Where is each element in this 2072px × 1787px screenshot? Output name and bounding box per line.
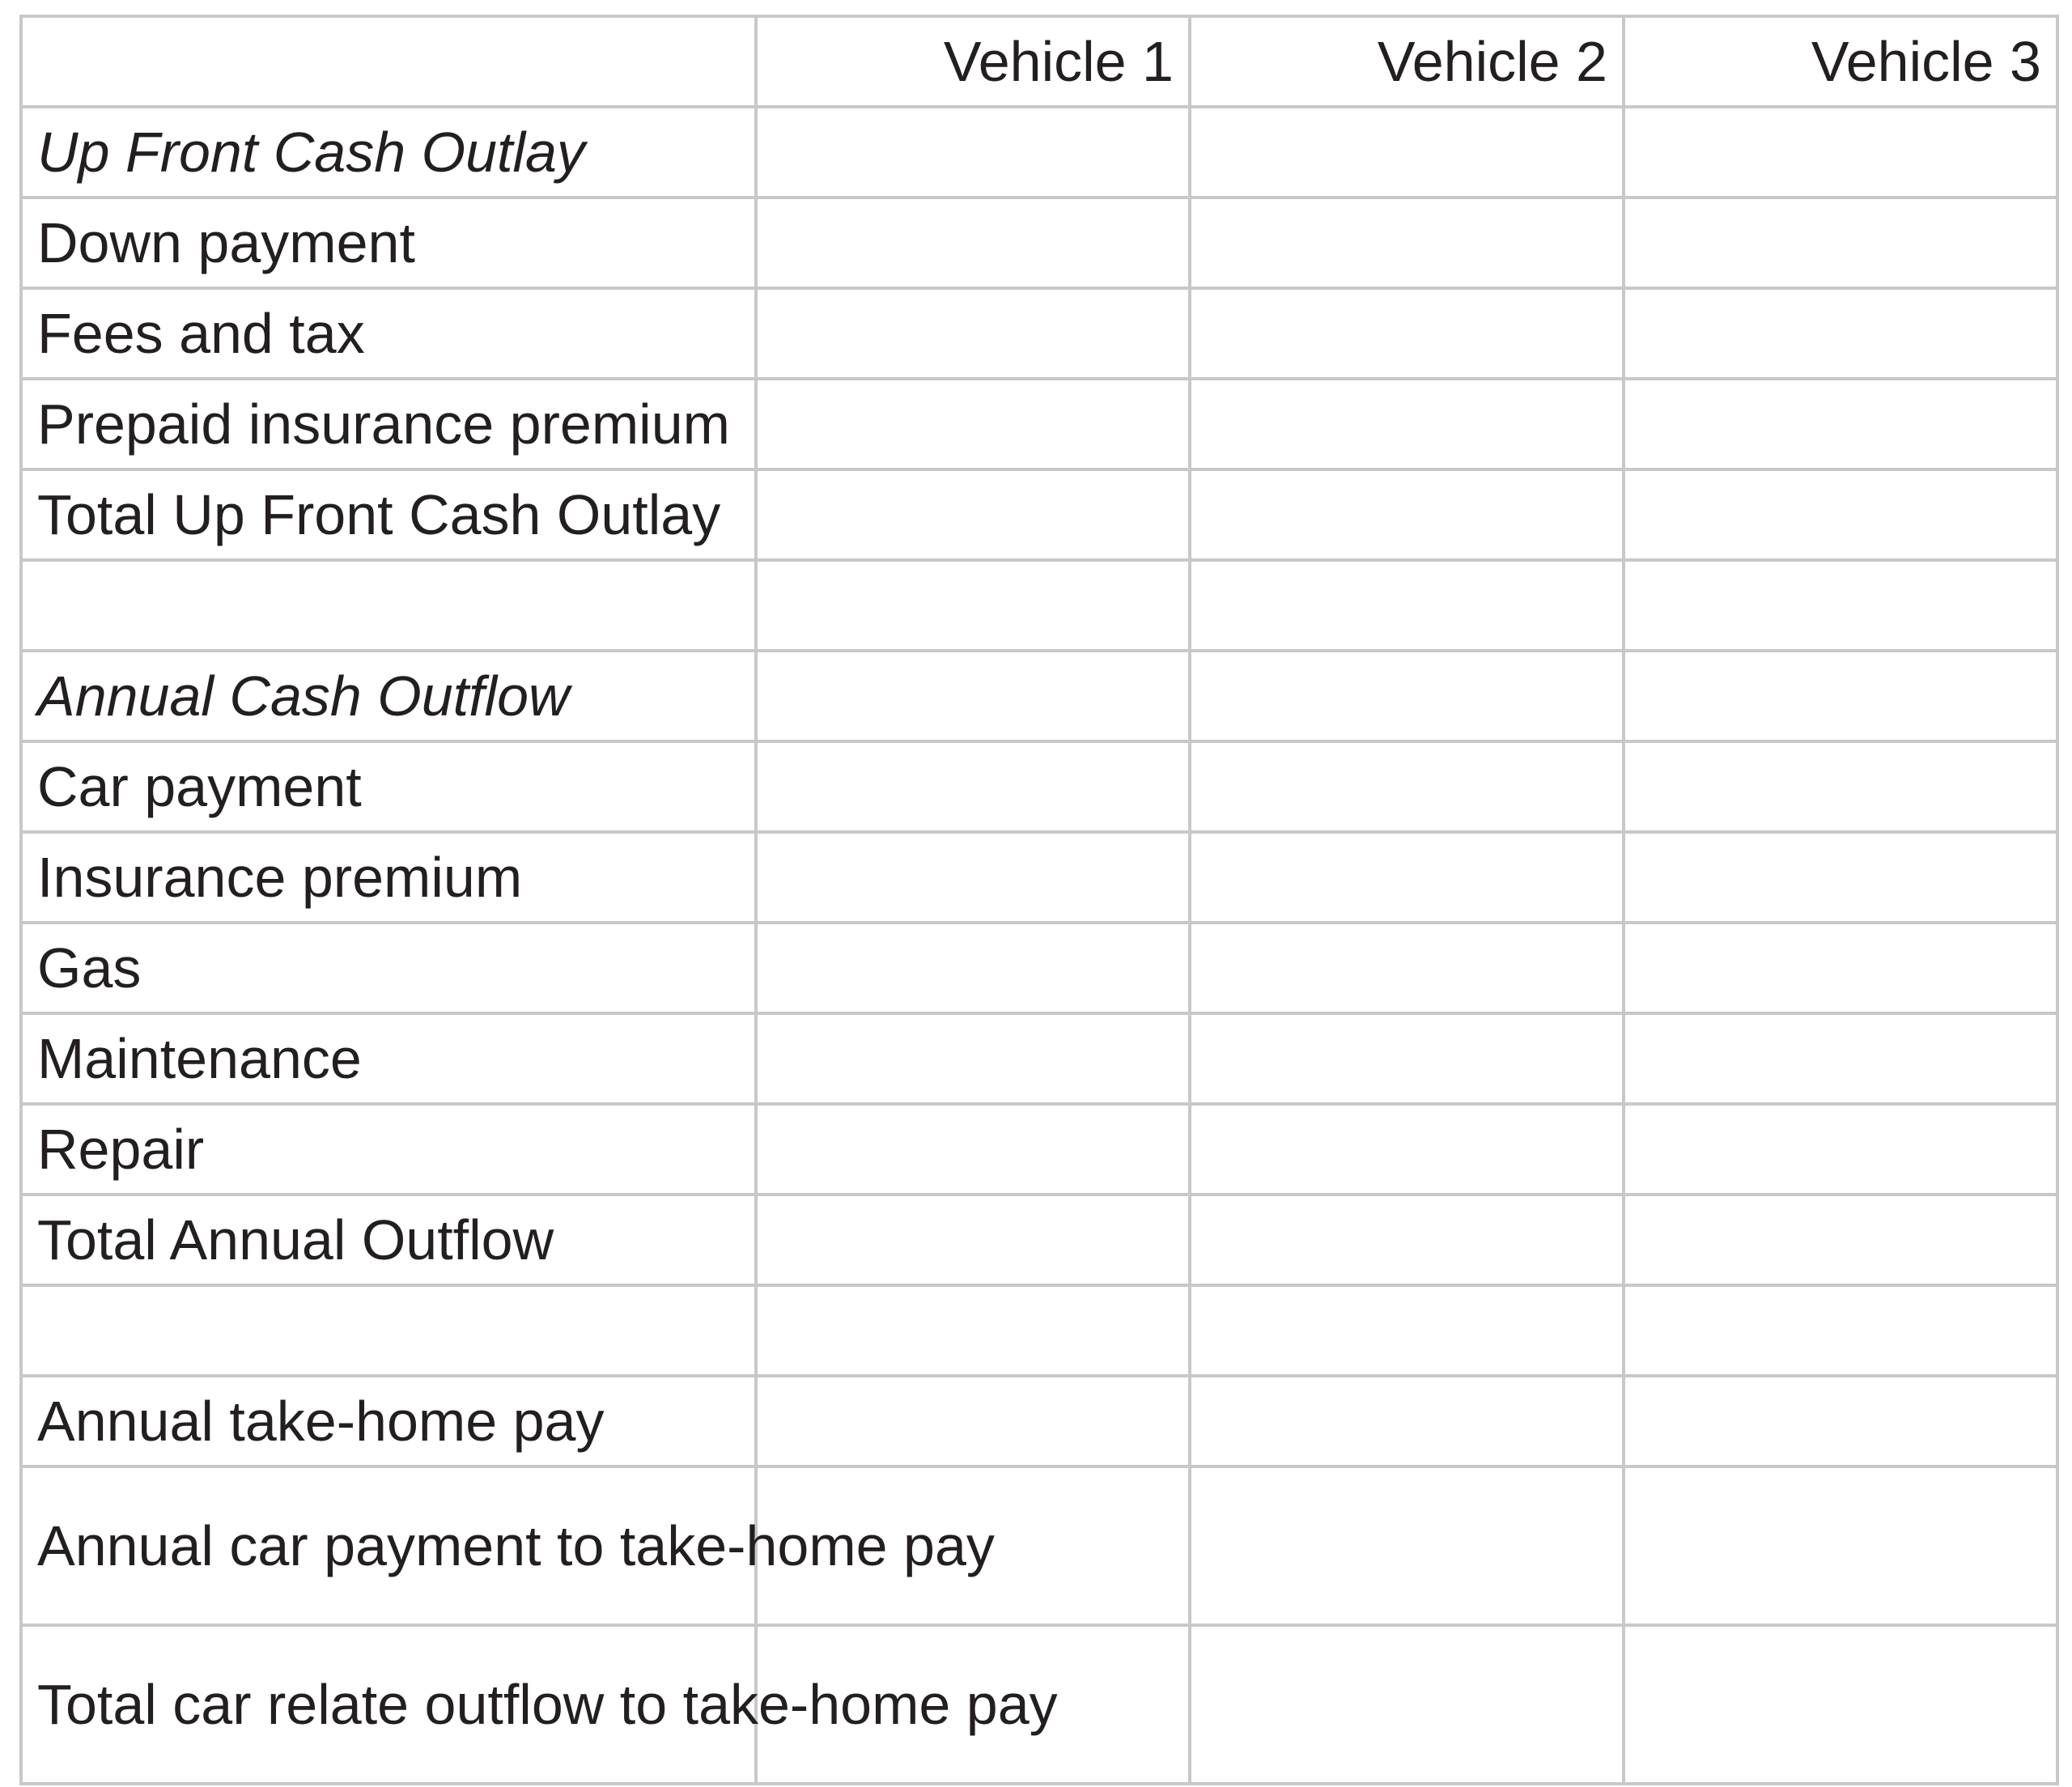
value-cell-vehicle-2 [1190,1195,1624,1285]
value-cell-vehicle-1 [756,741,1190,832]
value-cell-vehicle-1 [756,197,1190,288]
vehicle-cost-comparison-table [19,15,2059,1785]
value-cell-vehicle-3 [1624,288,2057,379]
value-cell-vehicle-2 [1190,379,1624,469]
value-cell-vehicle-1 [756,288,1190,379]
header-blank-cell [21,16,756,107]
value-cell-vehicle-1 [756,1104,1190,1195]
value-cell-vehicle-3 [1624,197,2057,288]
value-cell-vehicle-1 [756,1013,1190,1104]
row-down-payment [21,197,2057,288]
row-label: Annual Cash Outflow [21,651,756,741]
row-label: Total Annual Outflow [21,1195,756,1285]
value-cell-vehicle-3 [1624,1376,2057,1467]
value-cell-vehicle-1 [756,1195,1190,1285]
value-cell-vehicle-1 [756,560,1190,651]
section-row-up-front-cash-outlay [21,107,2057,197]
row-annual-take-home-pay [21,1376,2057,1467]
row-prepaid-insurance-premium [21,379,2057,469]
value-cell-vehicle-2 [1190,1104,1624,1195]
value-cell-vehicle-1 [756,1285,1190,1376]
row-label: Annual car payment to take-home pay [21,1467,756,1625]
value-cell-vehicle-2 [1190,1625,1624,1784]
value-cell-vehicle-1 [756,651,1190,741]
row-car-payment [21,741,2057,832]
value-cell-vehicle-2 [1190,1285,1624,1376]
row-label: Gas [21,923,756,1013]
value-cell-vehicle-2 [1190,1467,1624,1625]
value-cell-vehicle-1 [756,107,1190,197]
value-cell-vehicle-3 [1624,1013,2057,1104]
value-cell-vehicle-3 [1624,1467,2057,1625]
row-spacer [21,560,2057,651]
header-row [21,16,2057,107]
value-cell-vehicle-3 [1624,107,2057,197]
row-spacer [21,1285,2057,1376]
value-cell-vehicle-3 [1624,832,2057,923]
value-cell-vehicle-3 [1624,651,2057,741]
value-cell-vehicle-3 [1624,1625,2057,1784]
value-cell-vehicle-3 [1624,1104,2057,1195]
row-label: Up Front Cash Outlay [21,107,756,197]
row-maintenance [21,1013,2057,1104]
value-cell-vehicle-2 [1190,469,1624,560]
header-vehicle-1: Vehicle 1 [756,16,1190,107]
row-repair [21,1104,2057,1195]
value-cell-vehicle-1 [756,1376,1190,1467]
row-total-up-front-cash-outlay [21,469,2057,560]
value-cell-vehicle-3 [1624,379,2057,469]
header-vehicle-3: Vehicle 3 [1624,16,2057,107]
value-cell-vehicle-3 [1624,1195,2057,1285]
value-cell-vehicle-3 [1624,923,2057,1013]
value-cell-vehicle-2 [1190,288,1624,379]
value-cell-vehicle-1 [756,469,1190,560]
row-label: Fees and tax [21,288,756,379]
header-vehicle-2: Vehicle 2 [1190,16,1624,107]
value-cell-vehicle-2 [1190,1376,1624,1467]
row-fees-and-tax [21,288,2057,379]
value-cell-vehicle-2 [1190,651,1624,741]
row-label [21,560,756,651]
row-label: Prepaid insurance premium [21,379,756,469]
row-gas [21,923,2057,1013]
row-label: Total car relate outflow to take-home pay [21,1625,756,1784]
value-cell-vehicle-1 [756,923,1190,1013]
row-label: Maintenance [21,1013,756,1104]
row-label [21,1285,756,1376]
row-insurance-premium [21,832,2057,923]
row-label: Annual take-home pay [21,1376,756,1467]
value-cell-vehicle-2 [1190,107,1624,197]
row-label: Car payment [21,741,756,832]
value-cell-vehicle-3 [1624,741,2057,832]
value-cell-vehicle-2 [1190,832,1624,923]
row-annual-car-payment-to-take-home-pay [21,1467,2057,1625]
row-label: Insurance premium [21,832,756,923]
value-cell-vehicle-1 [756,832,1190,923]
value-cell-vehicle-2 [1190,1013,1624,1104]
value-cell-vehicle-2 [1190,560,1624,651]
value-cell-vehicle-3 [1624,1285,2057,1376]
value-cell-vehicle-2 [1190,741,1624,832]
row-total-car-relate-outflow-to-take-home-pay [21,1625,2057,1784]
value-cell-vehicle-2 [1190,923,1624,1013]
value-cell-vehicle-3 [1624,560,2057,651]
value-cell-vehicle-3 [1624,469,2057,560]
value-cell-vehicle-1 [756,379,1190,469]
row-label: Total Up Front Cash Outlay [21,469,756,560]
row-label: Repair [21,1104,756,1195]
value-cell-vehicle-2 [1190,197,1624,288]
row-total-annual-outflow [21,1195,2057,1285]
section-row-annual-cash-outflow [21,651,2057,741]
row-label: Down payment [21,197,756,288]
